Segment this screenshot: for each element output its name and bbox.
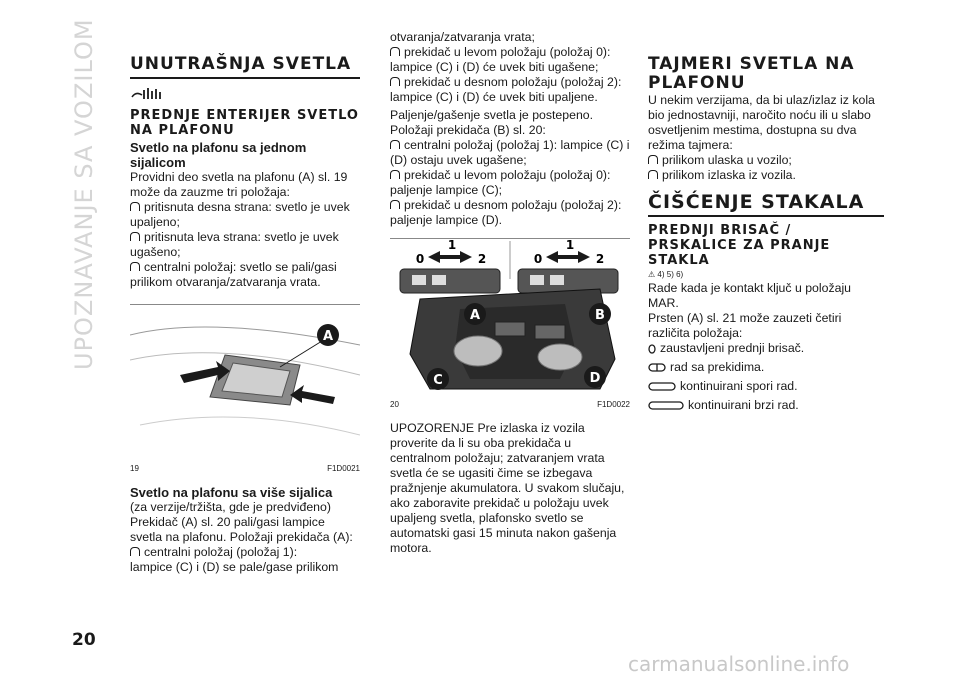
ring-positions-text: Prsten (A) sl. 21 može zauzeti četiri različita položaja: xyxy=(648,311,842,340)
wiper-slow-icon xyxy=(648,382,676,391)
column-2 xyxy=(390,30,630,556)
watermark: carmanualsonline.info xyxy=(628,652,850,676)
side-chapter-title: UPOZNAVANJE SA VOZILOM xyxy=(70,18,98,370)
wiper-mar-text: Rade kada je kontakt ključ u položaju MAR. xyxy=(648,281,852,310)
bullet-icon xyxy=(130,202,140,211)
section-single-bulb-text: Providni deo svetla na plafonu (A) sl. 19 može da zauzme tri položaja: xyxy=(130,170,348,199)
bullet-item: centralni položaj (položaj 1): lampice (C) i (D) ostaju uvek ugašene; xyxy=(390,138,630,167)
figure-number: 20 xyxy=(390,400,399,409)
bullet-icon xyxy=(130,262,140,271)
mode-item-fast: kontinuirani brzi rad. xyxy=(648,398,884,413)
figure-19 xyxy=(130,304,360,475)
wiper-off-icon xyxy=(648,344,656,354)
mode-item-off: zaustavljeni prednji brisač. xyxy=(648,341,884,356)
bullet-item: pritisnuta desna strana: svetlo je uvek upaljeno; xyxy=(130,200,350,229)
continued-text: otvaranja/zatvaranja vrata; xyxy=(390,30,535,44)
timers-text: U nekim verzijama, da bi ulaz/izlaz iz kola bio jednostavniji, naročito noću ili u slabo osvetljenim mestima, dostupna su dva režima tajmera: xyxy=(648,93,875,152)
switch-b-intro: Paljenje/gašenje svetla je postepeno. Položaji prekidača (B) sl. 20: xyxy=(390,108,594,137)
figure-20 xyxy=(390,238,630,411)
figure-code: F1D0022 xyxy=(597,400,630,409)
bullet-icon xyxy=(390,140,400,149)
bullet-icon xyxy=(390,200,400,209)
figure-20-illustration xyxy=(390,239,630,399)
label-a: A xyxy=(322,329,334,344)
column-3 xyxy=(648,55,884,413)
bullet-item: pritisnuta leva strana: svetlo je uvek ugašeno; xyxy=(130,230,339,259)
heading-interior-lights: UNUTRAŠNJA SVETLA xyxy=(130,55,360,79)
bullet-icon xyxy=(390,77,400,86)
bullet-item: centralni položaj (položaj 1): xyxy=(130,545,360,560)
label-c: C xyxy=(433,373,443,388)
subheading-front-ceiling-light: PREDNJE ENTERIJER SVETLO NA PLAFONU xyxy=(130,108,359,138)
bullet-item: centralni položaj: svetlo se pali/gasi prilikom otvaranja/zatvaranja vrata. xyxy=(130,260,337,289)
section-multi-bulb-title: Svetlo na plafonu sa više sijalica xyxy=(130,485,333,500)
bullet-item: prekidač u desnom položaju (položaj 2): paljenje lampice (D). xyxy=(390,198,622,227)
bullet-icon xyxy=(130,232,140,241)
subheading-front-wiper: PREDNJI BRISAČ / PRSKALICE ZA PRANJE STAKLA xyxy=(648,223,831,268)
wiper-fast-icon xyxy=(648,401,684,410)
figure-number: 19 xyxy=(130,464,139,473)
label-two-right: 2 xyxy=(595,252,605,266)
label-zero-right: 0 xyxy=(533,252,543,266)
page-number: 20 xyxy=(72,630,96,650)
warning-text: UPOZORENJE Pre izlaska iz vozila proverite da li su oba prekidača u centralnom položaju; zatvaranjem vrata svetla će se ugasiti čime se izbegava pražnjenje akumulatora. U svakom slučaju, ako zaboravite prekidač u položaju uvek upaljeng svetla, plafonsko svetlo se automatski gasi 15 minuta nakon gašenja motora. xyxy=(390,421,625,555)
label-one-left: 1 xyxy=(447,239,457,252)
heading-glass-cleaning: ČIŠĆENJE STAKALA xyxy=(648,193,884,217)
column-1 xyxy=(130,55,360,575)
label-b: B xyxy=(595,308,605,323)
bullet-icon xyxy=(648,155,658,164)
figure-code: F1D0021 xyxy=(327,464,360,473)
mode-item-slow: kontinuirani spori rad. xyxy=(648,379,884,394)
label-two-left: 2 xyxy=(477,252,487,266)
label-a: A xyxy=(469,308,481,323)
warning-references: ⚠ 4) 5) 6) xyxy=(648,270,684,279)
heading-ceiling-light-timers: TAJMERI SVETLA NA PLAFONU xyxy=(648,54,855,93)
section-multi-bulb-tail: lampice (C) i (D) se pale/gase prilikom xyxy=(130,560,339,574)
label-zero-left: 0 xyxy=(415,252,425,266)
bullet-icon xyxy=(648,170,658,179)
bullet-item: prilikom ulaska u vozilo; xyxy=(648,153,884,168)
bullet-icon xyxy=(130,547,140,556)
label-one-right: 1 xyxy=(565,239,575,252)
bullet-item: prekidač u levom položaju (položaj 0): lampice (C) i (D) će uvek biti ugašene; xyxy=(390,45,611,74)
warning-icon: ⚠ xyxy=(648,270,656,279)
label-d: D xyxy=(589,371,601,386)
bullet-item: prilikom izlaska iz vozila. xyxy=(648,168,884,183)
mode-item-intermittent: rad sa prekidima. xyxy=(648,360,884,375)
section-single-bulb-title: Svetlo na plafonu sa jednom sijalicom xyxy=(130,140,307,170)
section-multi-bulb-note: (za verzije/tržišta, gde je predviđeno) xyxy=(130,500,331,514)
bulb-icon xyxy=(130,87,360,106)
section-multi-bulb-text: Prekidač (A) sl. 20 pali/gasi lampice svetla na plafonu. Položaji prekidača (A): xyxy=(130,515,353,544)
bullet-icon xyxy=(390,170,400,179)
bullet-icon xyxy=(390,47,400,56)
figure-19-illustration xyxy=(130,305,360,465)
bullet-item: prekidač u desnom položaju (položaj 2): lampice (C) i (D) će uvek biti upaljene. xyxy=(390,75,622,104)
bullet-item: prekidač u levom položaju (položaj 0): paljenje lampice (C); xyxy=(390,168,611,197)
wiper-intermittent-icon xyxy=(648,363,666,372)
